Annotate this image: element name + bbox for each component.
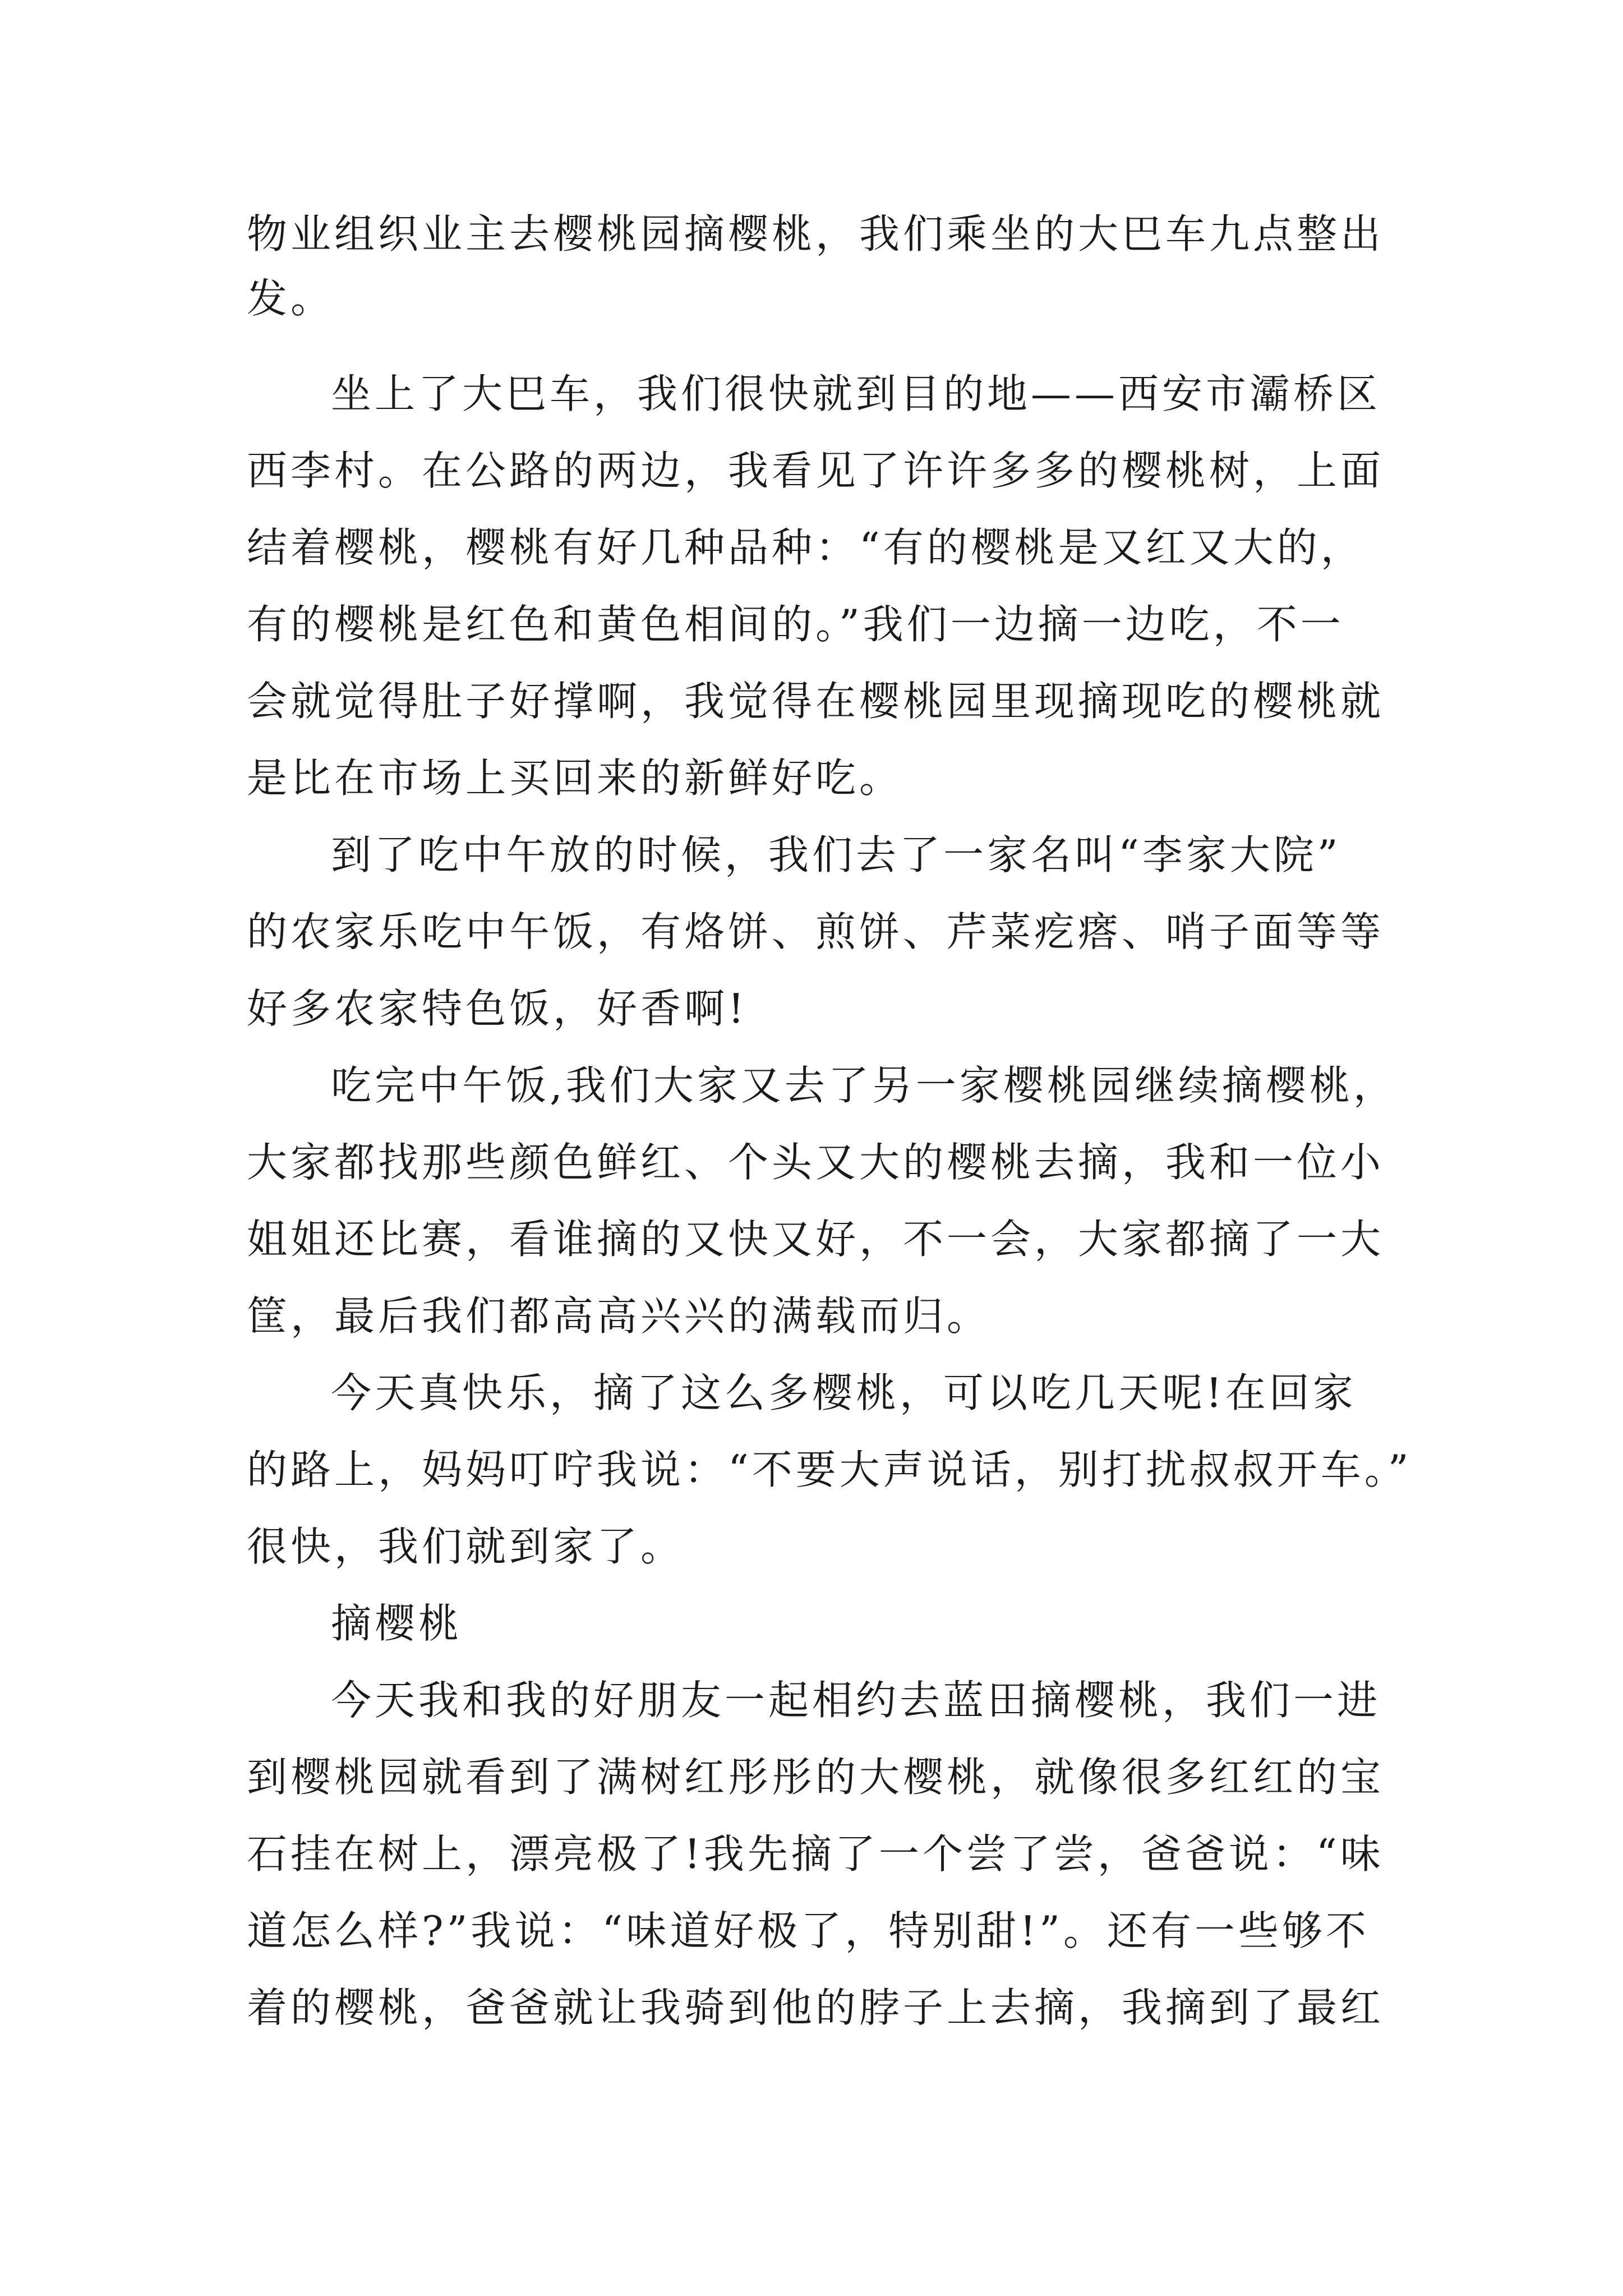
text-line: 是比在市场上买回来的新鲜好吃。 [247, 754, 903, 802]
section-heading: 摘樱桃 [331, 1600, 463, 1647]
text-line: 会就觉得肚子好撑啊，我觉得在樱桃园里现摘现吃的樱桃就 [247, 678, 1385, 725]
text-line: 着的樱桃，爸爸就让我骑到他的脖子上去摘，我摘到了最红 [247, 1984, 1385, 2031]
text-line: 筐，最后我们都高高兴兴的满载而归。 [247, 1292, 991, 1340]
text-line: 道怎么样?”我说：“味道好极了，特别甜!”。还有一些够不 [247, 1907, 1370, 1954]
text-line: 好多农家特色饭，好香啊! [247, 985, 748, 1032]
text-line: 姐姐还比赛，看谁摘的又快又好，不一会，大家都摘了一大 [247, 1216, 1385, 1263]
text-line: 的农家乐吃中午饭，有烙饼、煎饼、芹菜疙瘩、哨子面等等 [247, 908, 1385, 955]
text-line: 很快，我们就到家了。 [247, 1523, 685, 1570]
text-line: 西李村。在公路的两边，我看见了许许多多的樱桃树，上面 [247, 447, 1385, 494]
text-line: 吃完中午饭,我们大家又去了另一家樱桃园继续摘樱桃， [331, 1062, 1397, 1109]
text-line: 今天我和我的好朋友一起相约去蓝田摘樱桃，我们一进 [331, 1677, 1381, 1724]
text-line: 到樱桃园就看到了满树红彤彤的大樱桃，就像很多红红的宝 [247, 1754, 1385, 1801]
text-line: 大家都找那些颜色鲜红、个头又大的樱桃去摘，我和一位小 [247, 1139, 1385, 1186]
text-line: 的路上，妈妈叮咛我说：“不要大声说话，别打扰叔叔开车。” [247, 1446, 1412, 1493]
text-line: 有的樱桃是红色和黄色相间的。”我们一边摘一边吃，不一 [247, 601, 1344, 648]
text-line: 今天真快乐，摘了这么多樱桃，可以吃几天呢!在回家 [331, 1369, 1357, 1416]
text-line: 到了吃中午放的时候，我们去了一家名叫“李家大院” [331, 831, 1341, 878]
text-line: 石挂在树上，漂亮极了!我先摘了一个尝了尝，爸爸说：“味 [247, 1830, 1384, 1878]
text-line: 结着樱桃，樱桃有好几种品种：“有的樱桃是又红又大的， [247, 524, 1364, 571]
text-line: 发。 [247, 275, 335, 322]
text-line: 物业组织业主去樱桃园摘樱桃，我们乘坐的大巴车九点整出 [247, 210, 1385, 257]
text-line: 坐上了大巴车，我们很快就到目的地——西安市灞桥区 [331, 370, 1381, 417]
